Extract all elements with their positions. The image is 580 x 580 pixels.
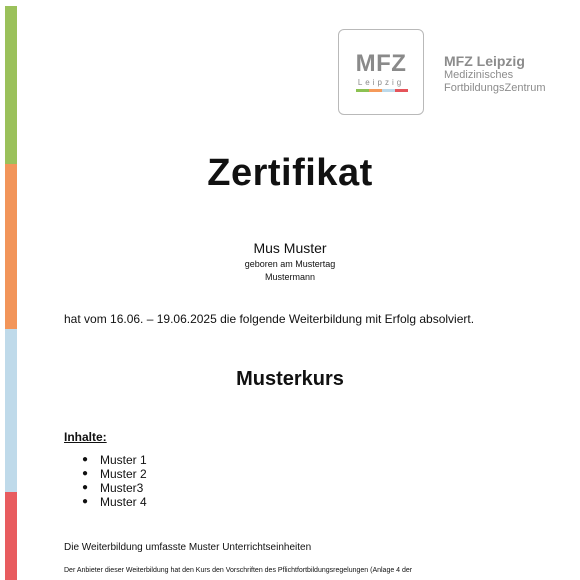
list-item-label: Muster3 [100, 481, 144, 495]
decor-stripe-green [5, 6, 17, 164]
certificate-title: Zertifikat [207, 152, 373, 194]
contents-list [82, 453, 147, 509]
organization-line-2: FortbildungsZentrum [444, 82, 546, 94]
organization-line-1: Medizinisches [444, 69, 514, 81]
logo-bar-green [356, 89, 369, 92]
decor-stripe-red [5, 492, 17, 580]
list-item [82, 495, 147, 509]
list-item-label: Muster 1 [100, 453, 147, 467]
logo-bar-orange [369, 89, 382, 92]
participant-name: Mus Muster [253, 240, 327, 256]
bullet-icon: ● [82, 482, 89, 493]
logo-bar-red [395, 89, 408, 92]
list-item-label: Muster 4 [100, 495, 147, 509]
organization-name: MFZ Leipzig [444, 53, 525, 69]
list-item [82, 467, 147, 481]
contents-heading: Inhalte: [64, 430, 107, 444]
bullet-icon: ● [82, 454, 89, 465]
teaching-units-text: Die Weiterbildung umfasste Muster Unterrichtseinheiten [64, 542, 312, 553]
organization-info [444, 53, 546, 95]
list-item [82, 481, 147, 495]
bullet-icon: ● [82, 496, 89, 507]
provider-text: Der Anbieter dieser Weiterbildung hat den Kurs den Vorschriften des Pflichtfortbildungsregelungen (Anlage 4 der [64, 567, 413, 574]
decor-stripe-lightblue [5, 329, 17, 492]
mfz-logo [338, 29, 424, 115]
bullet-icon: ● [82, 468, 89, 479]
logo-sub-text: Leipzig [357, 78, 405, 87]
completion-statement: hat vom 16.06. – 19.06.2025 die folgende Weiterbildung mit Erfolg absolviert. [64, 312, 475, 326]
list-item [82, 453, 147, 467]
participant-place: Mustermann [264, 272, 316, 282]
logo-main-text: MFZ [355, 50, 407, 77]
logo-bar-blue [382, 89, 395, 92]
course-title: Musterkurs [236, 368, 344, 390]
list-item-label: Muster 2 [100, 467, 147, 481]
participant-birth: geboren am Mustertag [244, 259, 336, 269]
logo-color-bars [356, 89, 408, 92]
